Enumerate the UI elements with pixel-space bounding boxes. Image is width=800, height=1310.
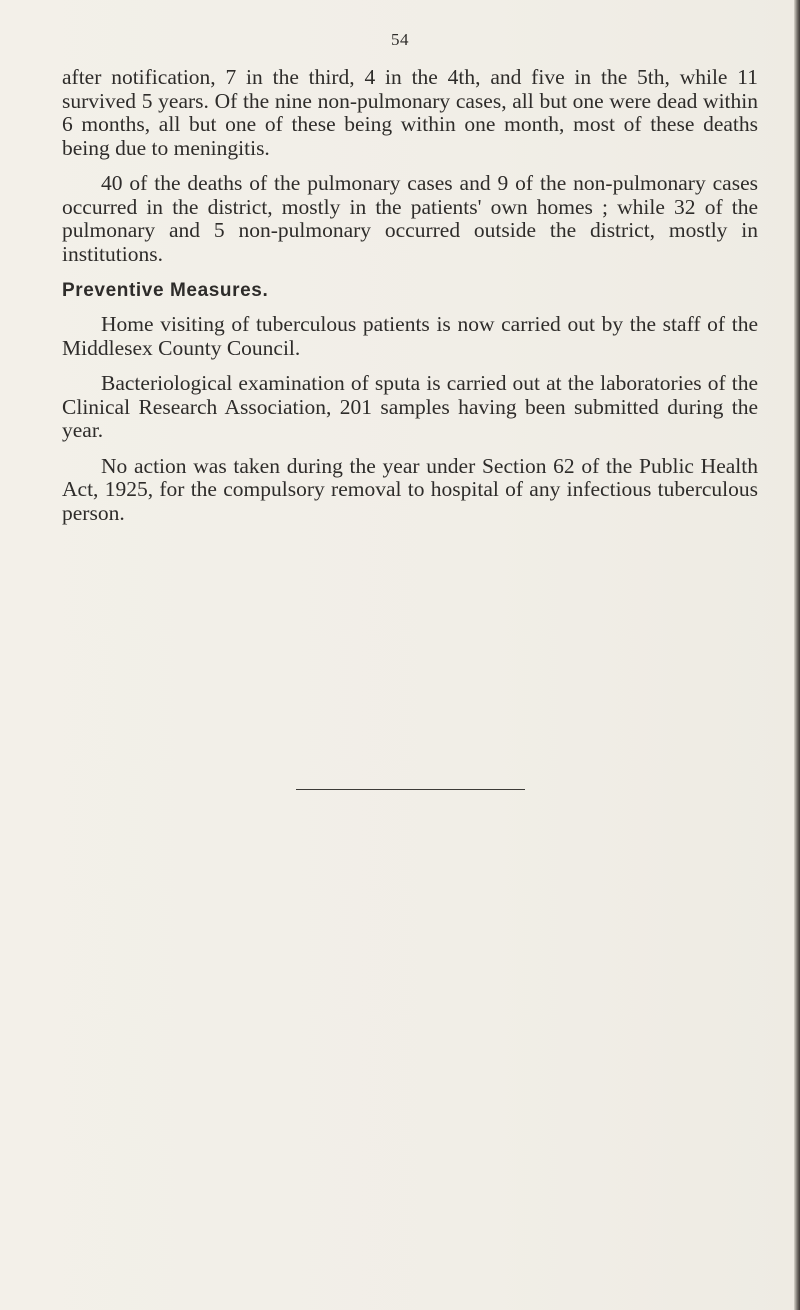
- body-text: [62, 66, 758, 525]
- section-end-rule: [296, 789, 525, 790]
- paragraph-compulsory-removal: No action was taken during the year under Section 62 of the Public Health Act, 1925, for the compulsory removal to hospital of any infectious tuberculous person.: [62, 453, 758, 525]
- page-number: 54: [391, 30, 409, 49]
- page-edge-shadow: [794, 0, 800, 1310]
- paragraph-deaths-location: 40 of the deaths of the pulmonary cases and 9 of the non-pulmonary cases occurred in the district, mostly in the patients' own homes ; while 32 of the pulmonary and 5 non-pulmonary occurred outside the district, mostly in institutions.: [62, 171, 758, 266]
- section-heading-preventive-measures: Preventive Measures.: [62, 280, 269, 301]
- paragraph-home-visiting: Home visiting of tuberculous patients is now carried out by the staff of the Middlesex County Council.: [62, 312, 758, 360]
- paragraph-survival-continued: after notification, 7 in the third, 4 in the 4th, and five in the 5th, while 11 survived 5 years. Of the nine non-pulmonary cases, all but one were dead within 6 months, all but one of these being within one month, most of these deaths being due to meningitis.: [62, 65, 758, 160]
- paragraph-bacteriological-examination: Bacteriological examination of sputa is carried out at the laboratories of the Clinical Research Association, 201 samples having been submitted during the year.: [62, 371, 758, 442]
